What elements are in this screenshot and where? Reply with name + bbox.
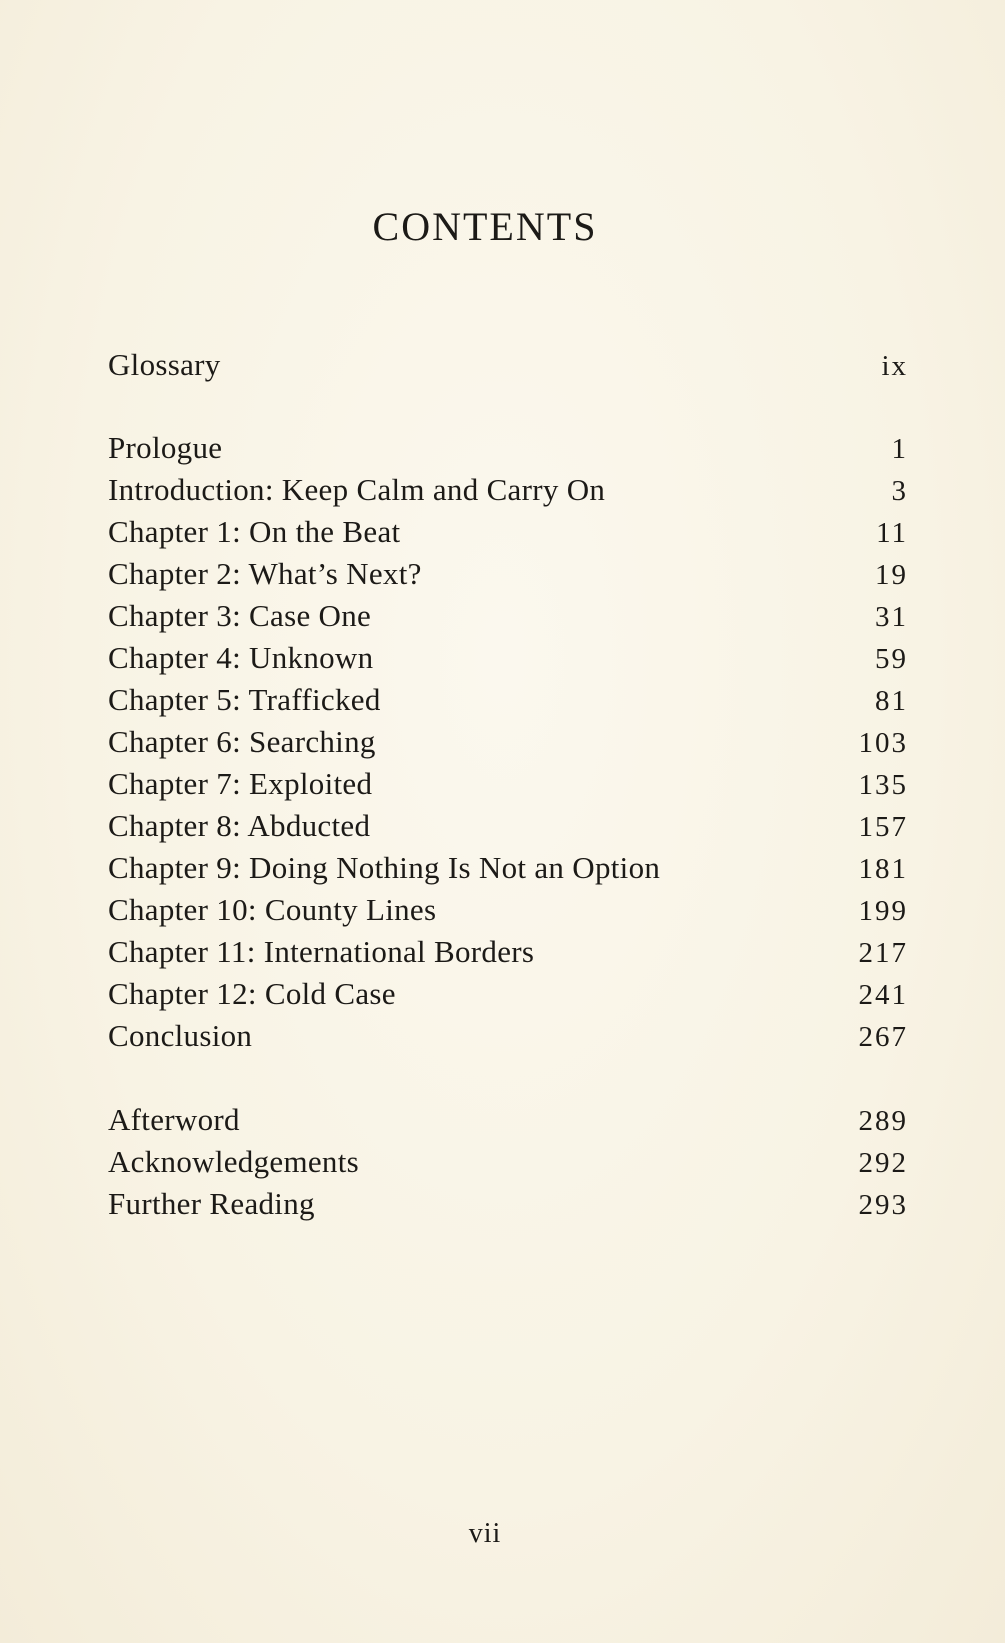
toc-entry-label: Further Reading [108, 1186, 315, 1221]
toc-entry-page: 267 [858, 1021, 908, 1053]
toc-entry-label: Chapter 8: Abducted [108, 808, 371, 843]
toc-entry [108, 1142, 908, 1182]
toc-entry-label: Chapter 1: On the Beat [108, 514, 401, 549]
toc-entry-page: 103 [858, 727, 908, 759]
toc-entry [108, 470, 908, 510]
toc-entry-page: 241 [858, 979, 908, 1011]
toc-entry-page: 11 [876, 517, 908, 549]
toc-entry-label: Chapter 7: Exploited [108, 766, 373, 801]
toc-entry [108, 680, 908, 720]
toc-entry [108, 890, 908, 930]
toc-entry-page: 292 [858, 1147, 908, 1179]
toc-entry-label: Conclusion [108, 1018, 253, 1053]
toc-entry-page: 289 [858, 1105, 908, 1137]
toc-entry-page: 181 [858, 853, 908, 885]
toc-entry-page: 293 [858, 1189, 908, 1221]
toc-entry [108, 554, 908, 594]
toc-entry [108, 1100, 908, 1140]
toc-entry-page: 81 [875, 685, 908, 717]
toc-entry-label: Chapter 4: Unknown [108, 640, 374, 675]
toc-entry-page: 217 [858, 937, 908, 969]
toc-entry [108, 974, 908, 1014]
toc-entry-label: Chapter 12: Cold Case [108, 976, 396, 1011]
page-title: CONTENTS [372, 204, 598, 249]
toc-entry [108, 1016, 908, 1056]
toc-entry [108, 1184, 908, 1224]
toc-entry-page: 31 [875, 601, 908, 633]
toc-entry-label: Chapter 6: Searching [108, 724, 376, 759]
toc-entry [108, 512, 908, 552]
toc-entry [108, 932, 908, 972]
toc-entry-page: 157 [858, 811, 908, 843]
toc-entry [108, 345, 908, 385]
toc-entry-label: Chapter 9: Doing Nothing Is Not an Option [108, 850, 661, 885]
toc-entry-label: Prologue [108, 430, 223, 465]
toc-entry [108, 848, 908, 888]
toc-entry-page: 135 [858, 769, 908, 801]
toc-entry-page: ix [881, 350, 908, 382]
toc-entry [108, 428, 908, 468]
toc-entry-page: 59 [875, 643, 908, 675]
toc-entry [108, 722, 908, 762]
toc-entry-page: 3 [891, 475, 908, 507]
toc-entry [108, 806, 908, 846]
toc-entry-label: Glossary [108, 347, 221, 382]
toc-entry-label: Introduction: Keep Calm and Carry On [108, 472, 606, 507]
toc-entry-label: Chapter 10: County Lines [108, 892, 437, 927]
toc-entry-label: Acknowledgements [108, 1144, 360, 1179]
toc-entry-label: Chapter 11: International Borders [108, 934, 535, 969]
toc-entry-label: Chapter 2: What’s Next? [108, 556, 422, 591]
toc-entry [108, 596, 908, 636]
toc-entry-label: Chapter 3: Case One [108, 598, 372, 633]
toc-entry-page: 199 [858, 895, 908, 927]
toc-entry-page: 19 [875, 559, 908, 591]
page-number: vii [468, 1518, 502, 1549]
toc-entry-page: 1 [891, 433, 908, 465]
toc-entry [108, 764, 908, 804]
toc-entry [108, 638, 908, 678]
toc-entry-label: Chapter 5: Trafficked [108, 682, 381, 717]
toc-entry-label: Afterword [108, 1102, 240, 1137]
